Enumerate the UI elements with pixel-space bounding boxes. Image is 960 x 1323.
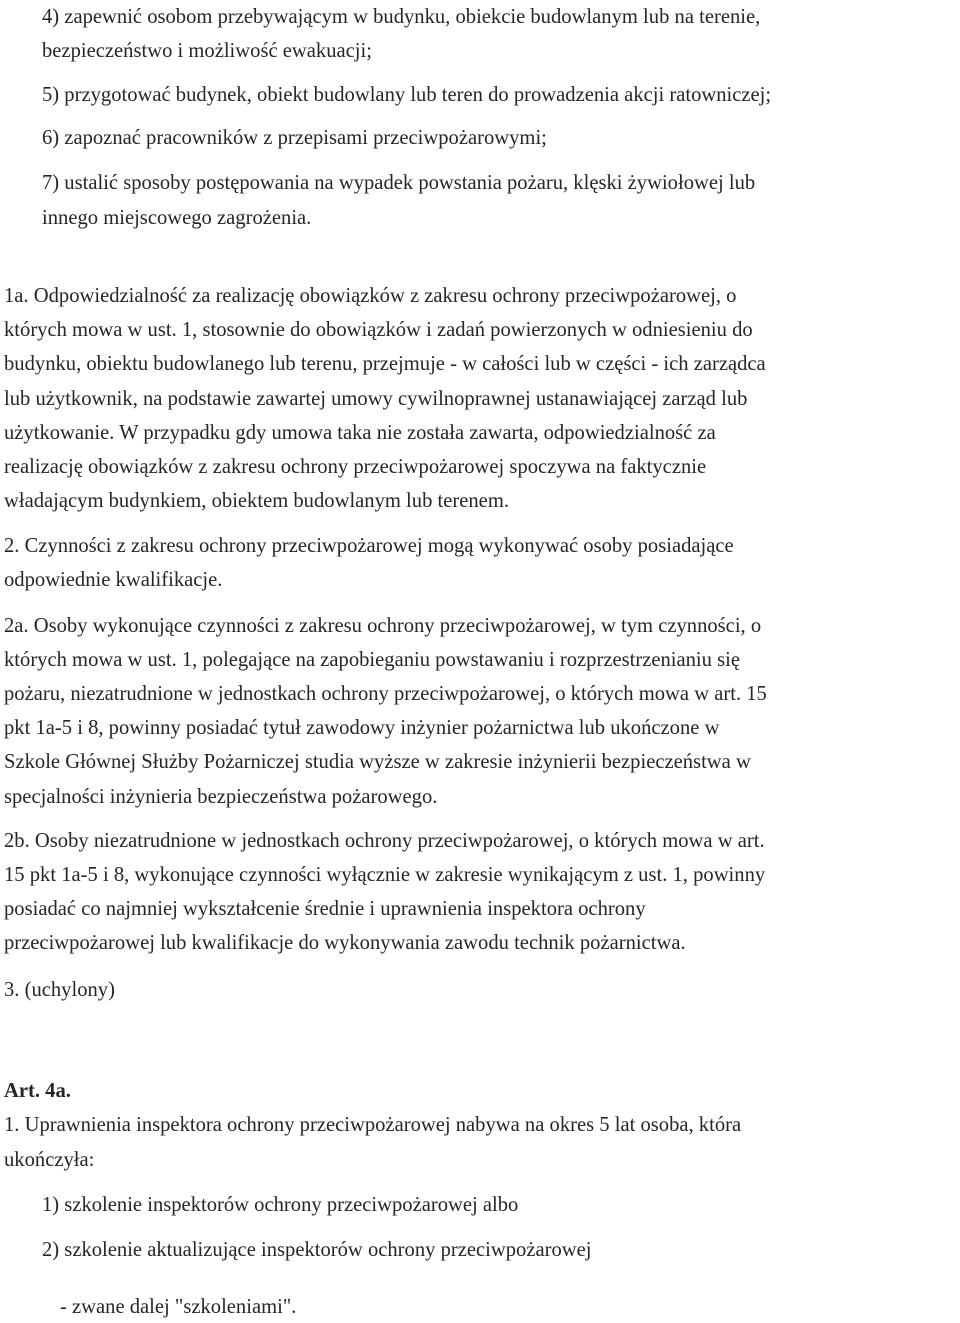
text-line: lub użytkownik, na podstawie zawartej umowy cywilnoprawnej ustanawiającej zarząd lub bbox=[4, 388, 748, 410]
text-line: innego miejscowego zagrożenia. bbox=[42, 207, 312, 229]
text-line: użytkowanie. W przypadku gdy umowa taka nie została zawarta, odpowiedzialność za bbox=[4, 422, 716, 444]
text-line: których mowa w ust. 1, stosownie do obowiązków i zadań powierzonych w odniesieniu do bbox=[4, 319, 753, 341]
text-line: posiadać co najmniej wykształcenie średnie i uprawnienia inspektora ochrony bbox=[4, 898, 646, 920]
text-line: odpowiednie kwalifikacje. bbox=[4, 569, 223, 591]
text-line: ukończyła: bbox=[4, 1149, 95, 1171]
text-line: 6) zapoznać pracowników z przepisami przeciwpożarowymi; bbox=[42, 127, 547, 149]
text-line: 5) przygotować budynek, obiekt budowlany lub teren do prowadzenia akcji ratowniczej; bbox=[42, 84, 772, 106]
text-line: pkt 1a-5 i 8, powinny posiadać tytuł zawodowy inżynier pożarnictwa lub ukończone w bbox=[4, 717, 720, 739]
list-item: 2) szkolenie aktualizujące inspektorów ochrony przeciwpożarowej bbox=[42, 1239, 592, 1261]
closing-text: - zwane dalej "szkoleniami". bbox=[60, 1296, 297, 1318]
text-line: budynku, obiektu budowlanego lub terenu, przejmuje - w całości lub w części - ich zarządca bbox=[4, 353, 766, 375]
text-line: przeciwpożarowej lub kwalifikacje do wykonywania zawodu technik pożarnictwa. bbox=[4, 932, 686, 954]
text-line: władającym budynkiem, obiektem budowlanym lub terenem. bbox=[4, 490, 509, 512]
list-item: 1) szkolenie inspektorów ochrony przeciwpożarowej albo bbox=[42, 1194, 519, 1216]
text-line: 15 pkt 1a-5 i 8, wykonujące czynności wyłącznie w zakresie wynikającym z ust. 1, powinny bbox=[4, 864, 766, 886]
text-line: bezpieczeństwo i możliwość ewakuacji; bbox=[42, 40, 372, 62]
text-line: 3. (uchylony) bbox=[4, 979, 115, 1001]
text-line: 1. Uprawnienia inspektora ochrony przeciwpożarowej nabywa na okres 5 lat osoba, która bbox=[4, 1114, 742, 1136]
text-line: 1a. Odpowiedzialność za realizację obowiązków z zakresu ochrony przeciwpożarowej, o bbox=[4, 285, 737, 307]
text-line: 7) ustalić sposoby postępowania na wypadek powstania pożaru, klęski żywiołowej lub bbox=[42, 172, 756, 194]
text-line: których mowa w ust. 1, polegające na zapobieganiu powstawaniu i rozprzestrzenianiu się bbox=[4, 649, 740, 671]
text-line: pożaru, niezatrudnione w jednostkach ochrony przeciwpożarowej, o których mowa w art. 15 bbox=[4, 683, 767, 705]
text-line: 4) zapewnić osobom przebywającym w budynku, obiekcie budowlanym lub na terenie, bbox=[42, 6, 761, 28]
text-line: 2a. Osoby wykonujące czynności z zakresu ochrony przeciwpożarowej, w tym czynności, o bbox=[4, 615, 762, 637]
text-line: realizację obowiązków z zakresu ochrony przeciwpożarowej spoczywa na faktycznie bbox=[4, 456, 707, 478]
text-line: specjalności inżynieria bezpieczeństwa pożarowego. bbox=[4, 786, 438, 808]
text-line: 2b. Osoby niezatrudnione w jednostkach ochrony przeciwpożarowej, o których mowa w art. bbox=[4, 830, 765, 852]
text-line: Szkole Głównej Służby Pożarniczej studia wyższe w zakresie inżynierii bezpieczeństwa w bbox=[4, 751, 751, 773]
article-heading: Art. 4a. bbox=[4, 1080, 71, 1102]
text-line: 2. Czynności z zakresu ochrony przeciwpożarowej mogą wykonywać osoby posiadające bbox=[4, 535, 734, 557]
